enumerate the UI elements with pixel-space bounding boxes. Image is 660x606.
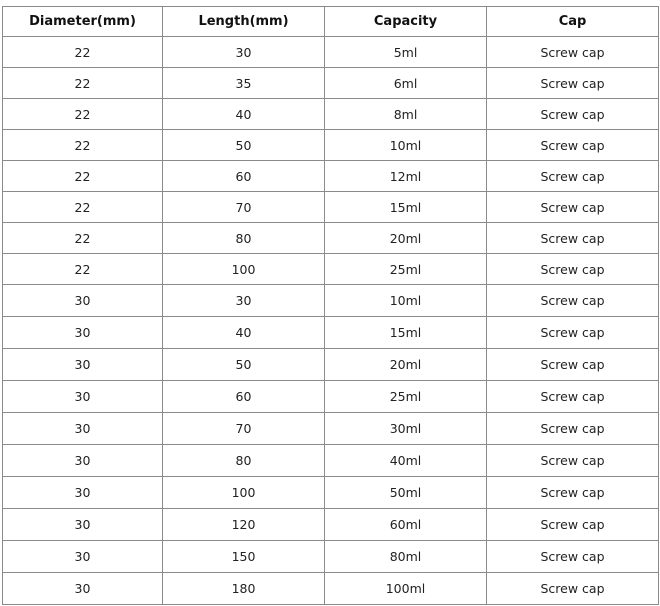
diameter-cell: 30 [3, 573, 163, 605]
table-row [3, 254, 659, 285]
table-row [3, 130, 659, 161]
cap-cell: Screw cap [487, 541, 659, 573]
cap-cell: Screw cap [487, 130, 659, 161]
cap-cell: Screw cap [487, 413, 659, 445]
diameter-cell: 30 [3, 445, 163, 477]
table-row [3, 381, 659, 413]
diameter-cell: 30 [3, 381, 163, 413]
cap-cell: Screw cap [487, 254, 659, 285]
diameter-cell: 30 [3, 413, 163, 445]
diameter-cell: 22 [3, 192, 163, 223]
diameter-cell: 30 [3, 477, 163, 509]
diameter-cell: 22 [3, 68, 163, 99]
capacity-cell: 40ml [325, 445, 487, 477]
table-row [3, 99, 659, 130]
capacity-cell: 50ml [325, 477, 487, 509]
capacity-cell: 20ml [325, 223, 487, 254]
diameter-cell: 22 [3, 254, 163, 285]
cap-cell: Screw cap [487, 381, 659, 413]
length-cell: 100 [163, 254, 325, 285]
capacity-cell: 25ml [325, 381, 487, 413]
cap-cell: Screw cap [487, 192, 659, 223]
cap-cell: Screw cap [487, 317, 659, 349]
table-body [3, 37, 659, 605]
capacity-cell: 6ml [325, 68, 487, 99]
diameter-cell: 22 [3, 223, 163, 254]
capacity-cell: 10ml [325, 130, 487, 161]
cap-cell: Screw cap [487, 161, 659, 192]
length-cell: 60 [163, 381, 325, 413]
diameter-cell: 22 [3, 37, 163, 68]
length-cell: 180 [163, 573, 325, 605]
specification-table [2, 6, 659, 605]
table-header [3, 7, 659, 37]
table-row [3, 477, 659, 509]
length-cell: 100 [163, 477, 325, 509]
length-cell: 40 [163, 99, 325, 130]
length-cell: 50 [163, 349, 325, 381]
length-cell: 35 [163, 68, 325, 99]
cap-cell: Screw cap [487, 285, 659, 317]
capacity-cell: 15ml [325, 317, 487, 349]
header-length: Length(mm) [163, 7, 325, 37]
diameter-cell: 30 [3, 285, 163, 317]
header-row [3, 7, 659, 37]
cap-cell: Screw cap [487, 573, 659, 605]
table-row [3, 68, 659, 99]
table-row [3, 285, 659, 317]
table-row [3, 573, 659, 605]
length-cell: 30 [163, 37, 325, 68]
length-cell: 70 [163, 413, 325, 445]
diameter-cell: 22 [3, 161, 163, 192]
cap-cell: Screw cap [487, 509, 659, 541]
table-row [3, 349, 659, 381]
length-cell: 150 [163, 541, 325, 573]
capacity-cell: 15ml [325, 192, 487, 223]
capacity-cell: 8ml [325, 99, 487, 130]
table-row [3, 413, 659, 445]
header-capacity: Capacity [325, 7, 487, 37]
length-cell: 70 [163, 192, 325, 223]
length-cell: 40 [163, 317, 325, 349]
cap-cell: Screw cap [487, 445, 659, 477]
table-row [3, 192, 659, 223]
header-cap: Cap [487, 7, 659, 37]
table-row [3, 509, 659, 541]
length-cell: 60 [163, 161, 325, 192]
length-cell: 80 [163, 223, 325, 254]
length-cell: 80 [163, 445, 325, 477]
capacity-cell: 20ml [325, 349, 487, 381]
table-row [3, 445, 659, 477]
table-row [3, 223, 659, 254]
cap-cell: Screw cap [487, 68, 659, 99]
table-row [3, 317, 659, 349]
capacity-cell: 60ml [325, 509, 487, 541]
length-cell: 50 [163, 130, 325, 161]
table-row [3, 37, 659, 68]
capacity-cell: 80ml [325, 541, 487, 573]
cap-cell: Screw cap [487, 223, 659, 254]
table-row [3, 161, 659, 192]
diameter-cell: 30 [3, 317, 163, 349]
capacity-cell: 30ml [325, 413, 487, 445]
diameter-cell: 30 [3, 349, 163, 381]
capacity-cell: 5ml [325, 37, 487, 68]
capacity-cell: 100ml [325, 573, 487, 605]
capacity-cell: 12ml [325, 161, 487, 192]
length-cell: 120 [163, 509, 325, 541]
capacity-cell: 10ml [325, 285, 487, 317]
diameter-cell: 22 [3, 99, 163, 130]
cap-cell: Screw cap [487, 477, 659, 509]
diameter-cell: 30 [3, 541, 163, 573]
table-row [3, 541, 659, 573]
capacity-cell: 25ml [325, 254, 487, 285]
diameter-cell: 22 [3, 130, 163, 161]
header-diameter: Diameter(mm) [3, 7, 163, 37]
length-cell: 30 [163, 285, 325, 317]
diameter-cell: 30 [3, 509, 163, 541]
cap-cell: Screw cap [487, 37, 659, 68]
cap-cell: Screw cap [487, 349, 659, 381]
cap-cell: Screw cap [487, 99, 659, 130]
